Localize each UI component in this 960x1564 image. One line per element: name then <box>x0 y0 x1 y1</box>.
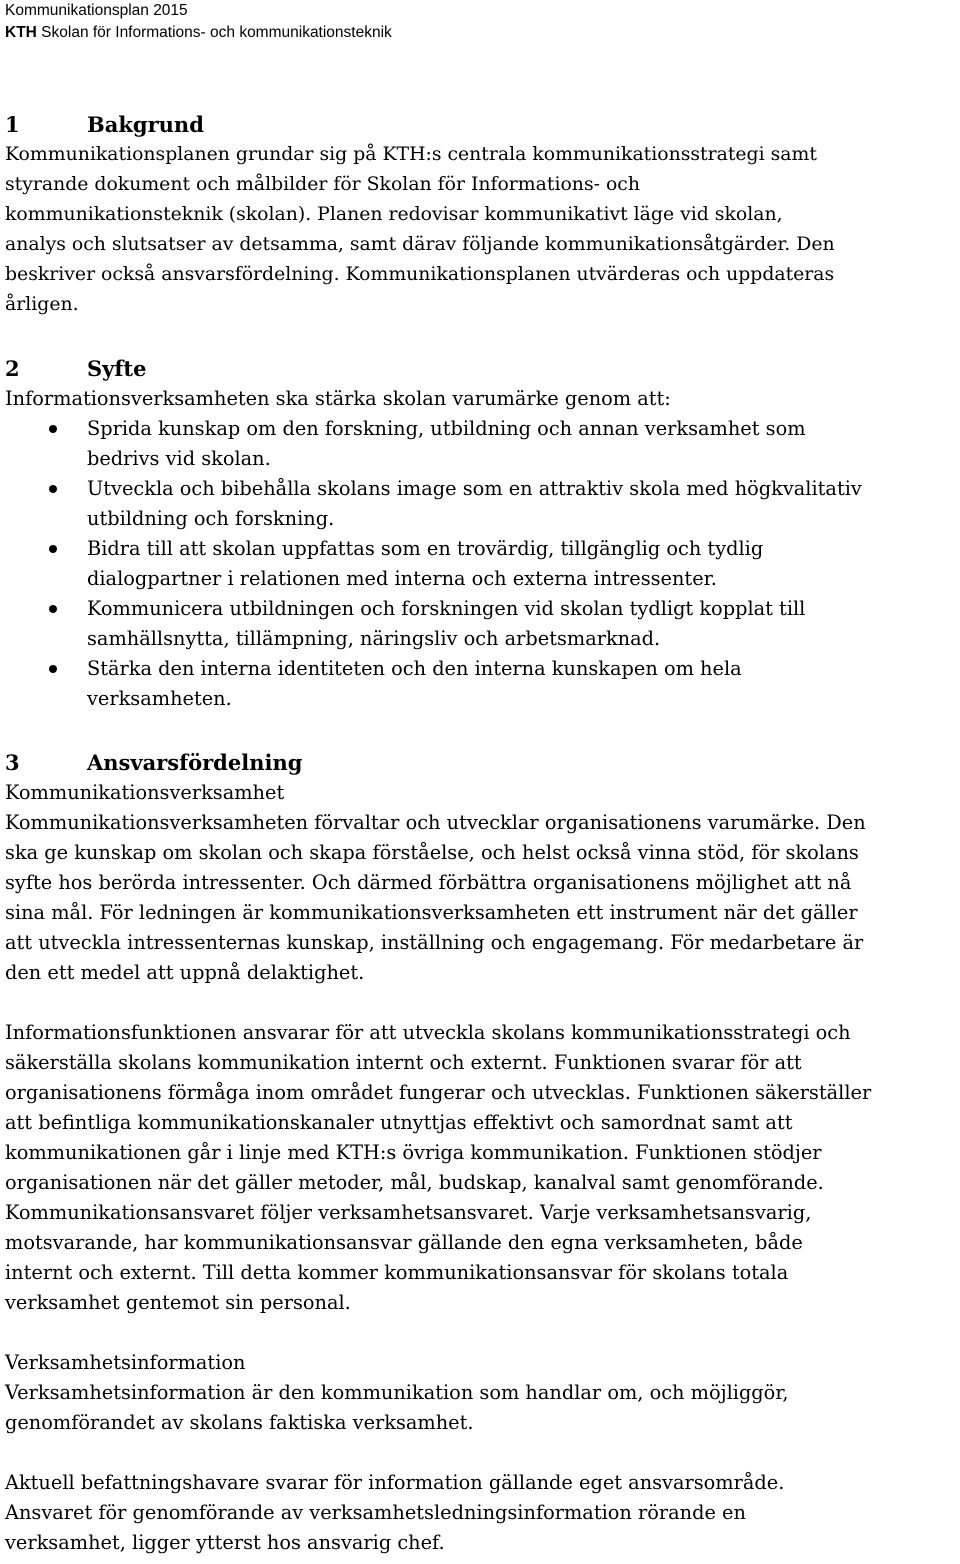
bullet-text: Kommunicera utbildningen och forskningen vid skolan tydligt kopplat till <box>87 597 806 620</box>
section-title: Syfte <box>87 356 147 381</box>
bullet-text: Sprida kunskap om den forskning, utbildning och annan verksamhet som <box>87 417 806 440</box>
text-line: organisationens förmåga inom området fungerar och utvecklas. Funktionen säkerställer <box>5 1081 872 1104</box>
text-line: kommunikationen går i linje med KTH:s övriga kommunikation. Funktionen stödjer <box>5 1141 822 1164</box>
text-line: den ett medel att uppnå delaktighet. <box>5 961 365 984</box>
text-line: sina mål. För ledningen är kommunikationsverksamheten ett instrument när det gäller <box>5 901 858 924</box>
text-line: organisationen när det gäller metoder, mål, budskap, kanalval samt genomförande. <box>5 1171 824 1194</box>
bullet-text: utbildning och forskning. <box>87 507 335 530</box>
subheading-kommunikationsverksamhet: Kommunikationsverksamhet <box>5 781 285 804</box>
list-item <box>5 594 960 654</box>
list-item <box>5 474 960 534</box>
text-line: Kommunikationsverksamheten förvaltar och utvecklar organisationens varumärke. Den <box>5 811 866 834</box>
text-line: att utveckla intressenternas kunskap, inställning och engagemang. För medarbetare är <box>5 931 864 954</box>
section-title: Ansvarsfördelning <box>87 750 303 775</box>
text-line: verksamhet gentemot sin personal. <box>5 1291 351 1314</box>
running-header <box>5 0 392 44</box>
text-line: Verksamhetsinformation är den kommunikation som handlar om, och möjliggör, <box>5 1381 789 1404</box>
text-line: internt och externt. Till detta kommer kommunikationsansvar för skolans totala <box>5 1261 789 1284</box>
document-body <box>5 110 960 1558</box>
text-line: att befintliga kommunikationskanaler utnyttjas effektivt och samordnat samt att <box>5 1111 793 1134</box>
text-line: ska ge kunskap om skolan och skapa förståelse, och helst också vinna stöd, för skolans <box>5 841 859 864</box>
section-number: 1 <box>5 112 20 137</box>
list-item <box>5 654 960 714</box>
bullet-icon <box>49 425 57 433</box>
text-line: syfte hos berörda intressenter. Och därmed förbättra organisationens möjlighet att nå <box>5 871 852 894</box>
ansvar-paragraph-2 <box>5 1018 960 1318</box>
text-line: Aktuell befattningshavare svarar för information gällande eget ansvarsområde. <box>5 1471 785 1494</box>
bullet-text: Utveckla och bibehålla skolans image som en attraktiv skola med högkvalitativ <box>87 477 862 500</box>
text-line: motsvarande, har kommunikationsansvar gällande den egna verksamheten, både <box>5 1231 803 1254</box>
list-item <box>5 414 960 474</box>
section-heading-ansvar <box>5 748 960 778</box>
text-line: Kommunikationsplanen grundar sig på KTH:s centrala kommunikationsstrategi samt <box>5 144 817 165</box>
bullet-icon <box>49 485 57 493</box>
text-line: kommunikationsteknik (skolan). Planen redovisar kommunikativt läge vid skolan, <box>5 204 783 225</box>
bullet-text: Stärka den interna identiteten och den interna kunskapen om hela <box>87 657 742 680</box>
ansvar-paragraph-4 <box>5 1468 960 1558</box>
bullet-text: samhällsnytta, tillämpning, näringsliv och arbetsmarknad. <box>87 627 661 650</box>
bullet-icon <box>49 665 57 673</box>
text-line: verksamhet, ligger ytterst hos ansvarig chef. <box>5 1531 445 1554</box>
bullet-icon <box>49 545 57 553</box>
section-heading-syfte <box>5 354 960 384</box>
text-line: analys och slutsatser av detsamma, samt därav följande kommunikationsåtgärder. Den <box>5 234 835 255</box>
bullet-text: verksamheten. <box>87 687 232 710</box>
bullet-text: bedrivs vid skolan. <box>87 447 271 470</box>
text-line: Ansvaret för genomförande av verksamhetsledningsinformation rörande en <box>5 1501 746 1524</box>
bullet-icon <box>49 605 57 613</box>
text-line: Kommunikationsansvaret följer verksamhetsansvaret. Varje verksamhetsansvarig, <box>5 1201 812 1224</box>
ansvar-paragraph-3 <box>5 1378 960 1438</box>
bullet-text: Bidra till att skolan uppfattas som en trovärdig, tillgänglig och tydlig <box>87 537 764 560</box>
bakgrund-paragraph <box>5 140 960 320</box>
ansvar-paragraph-1 <box>5 808 960 988</box>
text-line: årligen. <box>5 294 79 315</box>
syfte-intro: Informationsverksamheten ska stärka skolan varumärke genom att: <box>5 387 671 410</box>
list-item <box>5 534 960 594</box>
section-title: Bakgrund <box>87 112 204 137</box>
text-line: Informationsfunktionen ansvarar för att utveckla skolans kommunikationsstrategi och <box>5 1021 851 1044</box>
section-number: 3 <box>5 750 20 775</box>
header-document-title: Kommunikationsplan 2015 <box>5 2 188 19</box>
text-line: beskriver också ansvarsfördelning. Kommunikationsplanen utvärderas och uppdateras <box>5 264 835 285</box>
header-org-name: Skolan för Informations- och kommunikationsteknik <box>36 24 392 41</box>
header-organization <box>5 22 392 44</box>
subheading-verksamhetsinformation: Verksamhetsinformation <box>5 1351 246 1374</box>
text-line: genomförandet av skolans faktiska verksamhet. <box>5 1411 474 1434</box>
header-org-abbrev: KTH <box>5 24 37 41</box>
text-line: styrande dokument och målbilder för Skolan för Informations- och <box>5 174 640 195</box>
bullet-text: dialogpartner i relationen med interna och externa intressenter. <box>87 567 717 590</box>
syfte-bullet-list <box>5 414 960 714</box>
section-number: 2 <box>5 356 20 381</box>
section-heading-bakgrund <box>5 110 960 140</box>
text-line: säkerställa skolans kommunikation internt och externt. Funktionen svarar för att <box>5 1051 802 1074</box>
